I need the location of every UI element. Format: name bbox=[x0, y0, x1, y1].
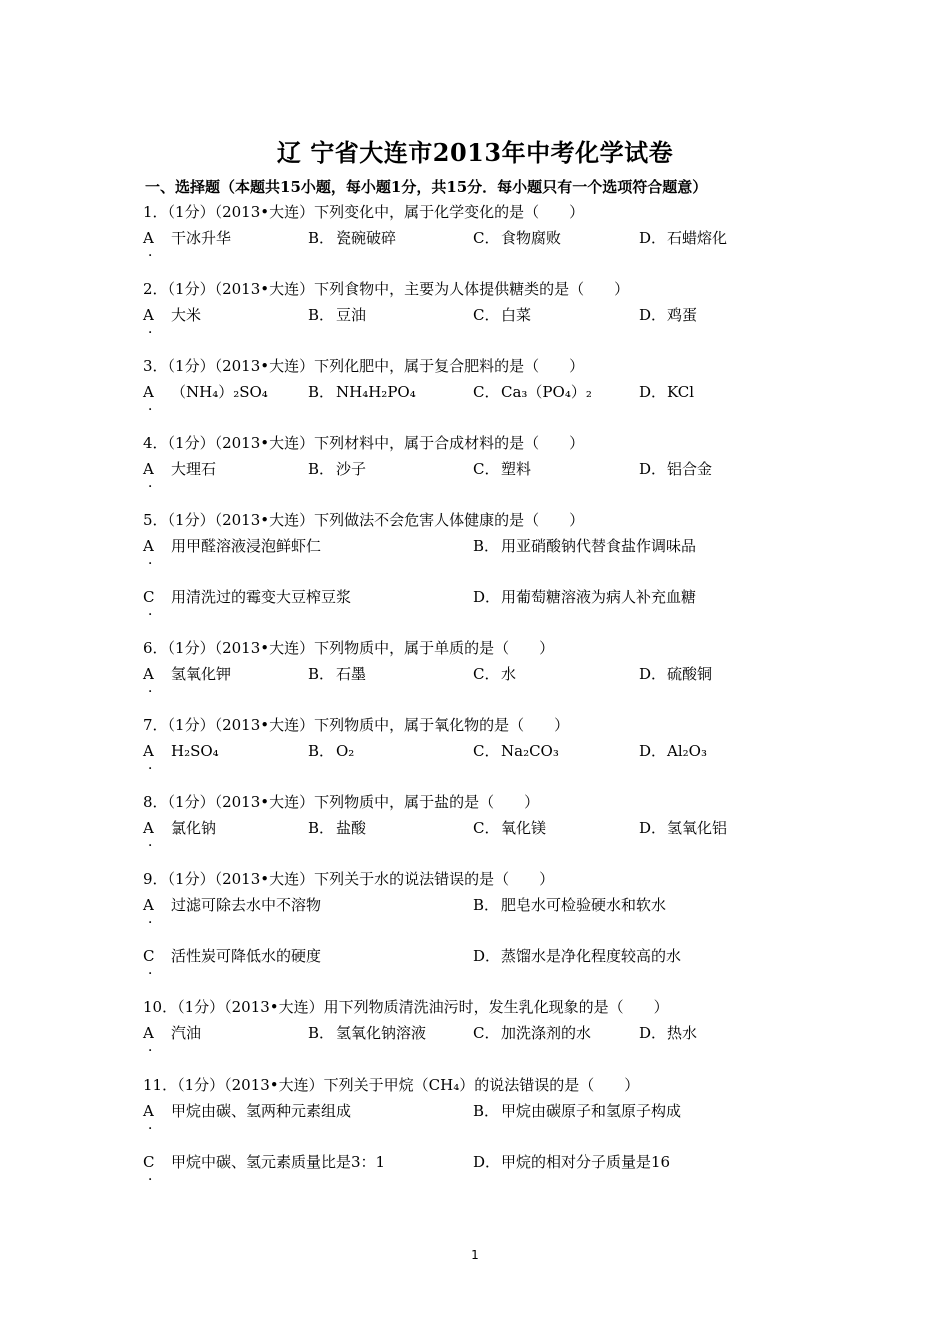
option-c: C． 加洗涤剂的水 bbox=[473, 1024, 592, 1042]
question-5 bbox=[143, 510, 863, 619]
option-a: A H₂SO₄ ． bbox=[143, 742, 219, 773]
question-11 bbox=[143, 1075, 863, 1184]
option-d: D．石蜡熔化 bbox=[639, 229, 728, 247]
option-dot: ． bbox=[148, 834, 162, 850]
option-dot: ． bbox=[148, 321, 162, 337]
option-d: D．KCl bbox=[639, 383, 695, 401]
option-dot: ． bbox=[148, 244, 162, 260]
option-dot: ． bbox=[148, 475, 162, 491]
option-d: D．硫酸铜 bbox=[639, 665, 713, 683]
option-b: B． 用亚硝酸钠代替食盐作调味品 bbox=[473, 537, 697, 555]
question-1 bbox=[143, 202, 863, 260]
option-c: C 用清洗过的霉变大豆榨豆浆 ． bbox=[143, 588, 352, 619]
page-number: 1 bbox=[471, 1248, 479, 1262]
page-title: 辽 宁省大连市2013年中考化学试卷 bbox=[276, 138, 674, 167]
option-d: D．热水 bbox=[639, 1024, 698, 1042]
options-row bbox=[143, 1023, 863, 1055]
question-stem: 4．（1分）（2013•大连）下列材料中，属于合成材料的是（ ） bbox=[143, 434, 585, 452]
option-b: B． 豆油 bbox=[308, 306, 367, 324]
option-c: C． Na₂CO₃ bbox=[473, 742, 559, 760]
question-stem: 6．（1分）（2013•大连）下列物质中，属于单质的是（ ） bbox=[143, 639, 555, 657]
question-stem: 2．（1分）（2013•大连）下列食物中，主要为人体提供糖类的是（ ） bbox=[143, 280, 630, 298]
option-a: A 用甲醛溶液浸泡鲜虾仁 ． bbox=[143, 537, 322, 568]
option-dot: ． bbox=[148, 962, 162, 978]
options-row bbox=[143, 741, 863, 773]
option-d: D．鸡蛋 bbox=[639, 306, 698, 324]
question-4 bbox=[143, 433, 863, 491]
question-7 bbox=[143, 715, 863, 773]
options-row bbox=[143, 1101, 863, 1133]
question-2 bbox=[143, 279, 863, 337]
options-row bbox=[143, 664, 863, 696]
option-d: D．Al₂O₃ bbox=[639, 742, 707, 760]
option-a: A （NH₄）₂SO₄ ． bbox=[143, 383, 268, 414]
option-a: A 干冰升华 ． bbox=[143, 229, 232, 260]
option-a: A 氢氧化钾 ． bbox=[143, 665, 232, 696]
question-stem: 10．（1分）（2013•大连）用下列物质清洗油污时，发生乳化现象的是（ ） bbox=[143, 998, 669, 1016]
question-stem: 7．（1分）（2013•大连）下列物质中，属于氧化物的是（ ） bbox=[143, 716, 570, 734]
option-dot: ． bbox=[148, 1039, 162, 1055]
question-6 bbox=[143, 638, 863, 696]
section-heading: 一、选择题（本题共15小题，每小题1分，共15分．每小题只有一个选项符合题意） bbox=[145, 178, 708, 196]
options-row bbox=[143, 818, 863, 850]
option-a: A 过滤可除去水中不溶物 ． bbox=[143, 896, 322, 927]
option-b: B． 沙子 bbox=[308, 460, 367, 478]
option-c: C 活性炭可降低水的硬度 ． bbox=[143, 947, 322, 978]
option-dot: ． bbox=[148, 1168, 162, 1184]
option-dot: ． bbox=[148, 552, 162, 568]
option-c: C． 白菜 bbox=[473, 306, 532, 324]
option-c: C． 氧化镁 bbox=[473, 819, 547, 837]
options-row bbox=[143, 1152, 863, 1184]
option-b: B． 石墨 bbox=[308, 665, 367, 683]
question-9 bbox=[143, 869, 863, 978]
option-b: B． 氢氧化钠溶液 bbox=[308, 1024, 427, 1042]
option-a: A 氯化钠 ． bbox=[143, 819, 217, 850]
option-c: C． 塑料 bbox=[473, 460, 532, 478]
option-c: C． 水 bbox=[473, 665, 517, 683]
option-b: B． 肥皂水可检验硬水和软水 bbox=[473, 896, 667, 914]
options-row bbox=[143, 459, 863, 491]
option-c: C． 食物腐败 bbox=[473, 229, 562, 247]
option-d: D．铝合金 bbox=[639, 460, 713, 478]
option-dot: ． bbox=[148, 757, 162, 773]
option-a: A 大米 ． bbox=[143, 306, 202, 337]
option-a: A 甲烷由碳、氢两种元素组成 ． bbox=[143, 1102, 352, 1133]
option-dot: ． bbox=[148, 1117, 162, 1133]
question-stem: 3．（1分）（2013•大连）下列化肥中，属于复合肥料的是（ ） bbox=[143, 357, 585, 375]
options-row bbox=[143, 382, 863, 414]
question-stem: 1．（1分）（2013•大连）下列变化中，属于化学变化的是（ ） bbox=[143, 203, 585, 221]
question-stem: 5．（1分）（2013•大连）下列做法不会危害人体健康的是（ ） bbox=[143, 511, 585, 529]
option-dot: ． bbox=[148, 680, 162, 696]
option-b: B． 瓷碗破碎 bbox=[308, 229, 397, 247]
option-b: B． 甲烷由碳原子和氢原子构成 bbox=[473, 1102, 682, 1120]
option-dot: ． bbox=[148, 398, 162, 414]
question-10 bbox=[143, 997, 863, 1055]
question-stem: 9．（1分）（2013•大连）下列关于水的说法错误的是（ ） bbox=[143, 870, 555, 888]
question-3 bbox=[143, 356, 863, 414]
option-dot: ． bbox=[148, 911, 162, 927]
options-row bbox=[143, 305, 863, 337]
option-b: B． 盐酸 bbox=[308, 819, 367, 837]
option-d: D．用葡萄糖溶液为病人补充血糖 bbox=[473, 588, 697, 606]
option-a: A 汽油 ． bbox=[143, 1024, 202, 1055]
option-d: D．蒸馏水是净化程度较高的水 bbox=[473, 947, 682, 965]
option-b: B． NH₄H₂PO₄ bbox=[308, 383, 416, 401]
option-c: C 甲烷中碳、氢元素质量比是3：1 ． bbox=[143, 1153, 386, 1184]
question-stem: 8．（1分）（2013•大连）下列物质中，属于盐的是（ ） bbox=[143, 793, 540, 811]
options-row bbox=[143, 228, 863, 260]
options-row bbox=[143, 895, 863, 927]
option-b: B． O₂ bbox=[308, 742, 355, 760]
option-a: A 大理石 ． bbox=[143, 460, 217, 491]
options-row bbox=[143, 946, 863, 978]
option-d: D．氢氧化铝 bbox=[639, 819, 728, 837]
question-8 bbox=[143, 792, 863, 850]
options-row bbox=[143, 536, 863, 568]
option-d: D．甲烷的相对分子质量是16 bbox=[473, 1153, 671, 1171]
question-stem: 11．（1分）（2013•大连）下列关于甲烷（CH₄）的说法错误的是（ ） bbox=[143, 1076, 640, 1094]
options-row bbox=[143, 587, 863, 619]
option-c: C． Ca₃（PO₄）₂ bbox=[473, 383, 592, 401]
option-dot: ． bbox=[148, 603, 162, 619]
